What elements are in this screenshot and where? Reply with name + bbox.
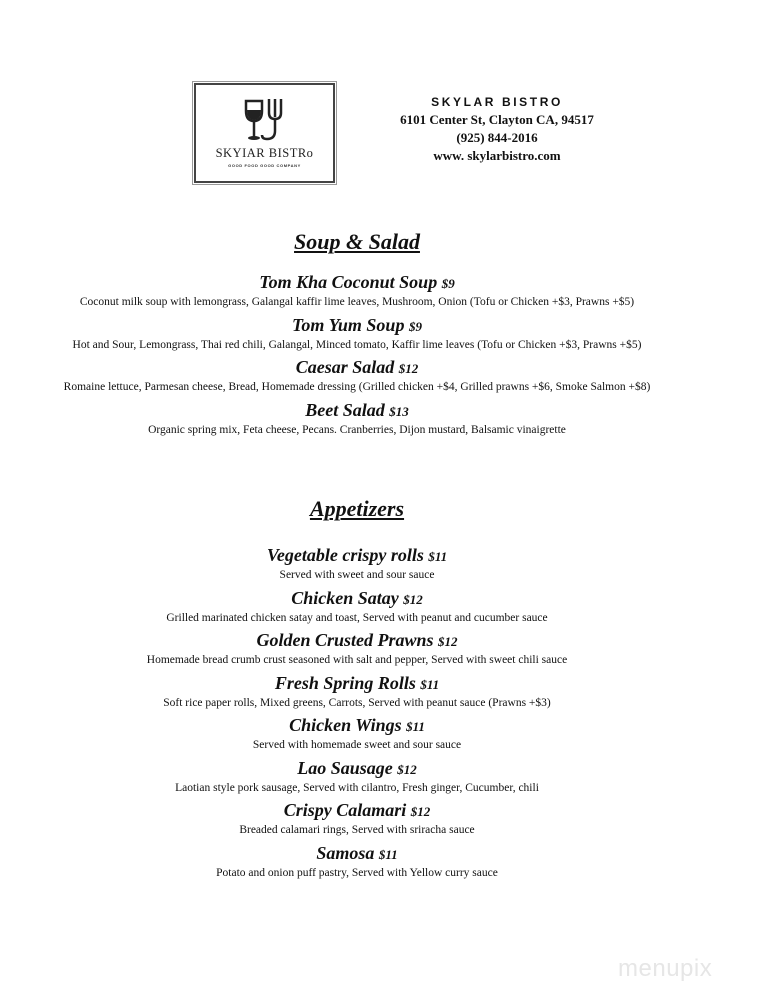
restaurant-logo: [194, 83, 335, 183]
item-description: Grilled marinated chicken satay and toast, Served with peanut and cucumber sauce: [166, 611, 548, 624]
wine-glass-fork-icon: [242, 97, 290, 143]
menu-item: [0, 842, 714, 885]
item-name: Vegetable crispy rolls: [266, 545, 424, 565]
item-price: $11: [420, 676, 440, 692]
item-title: [0, 271, 714, 295]
menu-item: [0, 587, 714, 630]
menu-item: [0, 314, 714, 357]
item-price: $13: [389, 403, 409, 419]
item-description: Coconut milk soup with lemongrass, Galangal kaffir lime leaves, Mushroom, Onion (Tofu or Chicken +$3, Prawns +$5): [79, 296, 635, 308]
item-title: [0, 757, 714, 781]
item-price: $12: [410, 804, 431, 819]
item-name: Tom Yum Soup: [292, 314, 405, 335]
item-price: $9: [408, 318, 422, 334]
item-title: [0, 314, 714, 338]
menu-item: [0, 757, 714, 800]
item-name: Chicken Wings: [289, 715, 402, 735]
item-description: Laotian style pork sausage, Served with cilantro, Fresh ginger, Cucumber, chili: [175, 781, 539, 794]
menu-item: [0, 399, 714, 442]
contact-info: [360, 93, 634, 165]
section-appetizers: [0, 496, 714, 884]
section-heading: Appetizers: [309, 496, 405, 521]
item-price: $9: [441, 276, 455, 291]
item-title: [0, 799, 714, 823]
menu-item: [0, 714, 714, 757]
item-title: [0, 356, 714, 380]
item-price: $12: [398, 361, 419, 376]
item-description: Hot and Sour, Lemongrass, Thai red chili, Galangal, Minced tomato, Kaffir lime leaves (Tofu or Chicken +$3, Prawns +$5): [72, 338, 642, 351]
item-price: $12: [438, 634, 458, 649]
restaurant-name: SKYLAR BISTRO: [431, 95, 563, 109]
item-description: Organic spring mix, Feta cheese, Pecans. Cranberries, Dijon mustard, Balsamic vinaigrette: [148, 423, 566, 436]
item-description: Served with homemade sweet and sour sauce: [252, 739, 462, 751]
item-name: Samosa: [316, 842, 375, 863]
website-link[interactable]: www. skylarbistro.com: [433, 148, 561, 163]
menu-item: [0, 629, 714, 672]
menu-item: [0, 544, 714, 587]
menu-item: [0, 271, 714, 314]
item-title: [0, 399, 714, 423]
item-name: Lao Sausage: [297, 757, 393, 778]
item-price: $11: [406, 719, 425, 734]
menu-item: [0, 672, 714, 715]
item-description: Romaine lettuce, Parmesan cheese, Bread, Homemade dressing (Grilled chicken +$4, Grilled prawns +$6, Smoke Salmon +$8): [63, 381, 651, 393]
item-name: Tom Kha Coconut Soup: [259, 272, 438, 292]
item-name: Caesar Salad: [295, 357, 395, 377]
item-price: $11: [378, 846, 398, 862]
item-price: $12: [403, 591, 423, 607]
item-description: Breaded calamari rings, Served with sriracha sauce: [239, 824, 475, 836]
address: 6101 Center St, Clayton CA, 94517: [400, 112, 594, 127]
item-title: [0, 544, 714, 568]
logo-tagline: GOOD FOOD GOOD COMPANY: [228, 163, 301, 168]
menu-item: [0, 356, 714, 399]
item-price: $12: [397, 761, 417, 777]
menu-item: [0, 799, 714, 842]
item-description: Soft rice paper rolls, Mixed greens, Carrots, Served with peanut sauce (Prawns +$3): [163, 696, 551, 709]
item-name: Fresh Spring Rolls: [274, 672, 416, 693]
phone: (925) 844-2016: [456, 130, 538, 145]
item-name: Crispy Calamari: [283, 800, 407, 820]
item-title: [0, 587, 714, 611]
item-description: Served with sweet and sour sauce: [279, 569, 435, 581]
item-description: Homemade bread crumb crust seasoned with salt and pepper, Served with sweet chili sauce: [146, 654, 568, 666]
item-name: Chicken Satay: [291, 587, 399, 608]
item-title: [0, 842, 714, 866]
item-name: Beet Salad: [305, 399, 385, 420]
section-heading: Soup & Salad: [294, 229, 420, 254]
section-soup-salad: [0, 229, 714, 441]
item-price: $11: [428, 549, 448, 564]
logo-name: SKYIAR BISTRo: [215, 146, 314, 160]
item-title: [0, 714, 714, 738]
item-name: Golden Crusted Prawns: [256, 630, 434, 650]
item-title: [0, 672, 714, 696]
item-description: Potato and onion puff pastry, Served with Yellow curry sauce: [216, 866, 498, 879]
item-title: [0, 629, 714, 653]
watermark: menupix: [618, 955, 713, 982]
